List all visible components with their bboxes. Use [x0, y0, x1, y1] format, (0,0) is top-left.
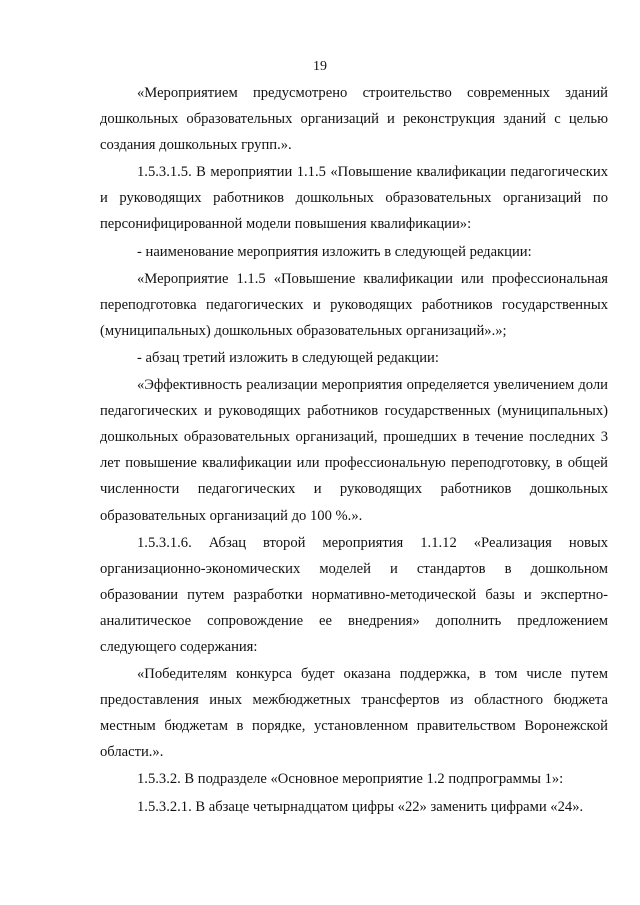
document-body	[100, 80, 608, 820]
paragraph-9: 1.5.3.2. В подразделе «Основное мероприятие 1.2 подпрограммы 1»:	[137, 771, 564, 788]
paragraph-4: «Мероприятие 1.1.5 «Повышение квалификации или профессиональная переподготовка педагогических и руководящих работников государственных (муниципальных) дошкольных образовательных организаций».»;	[100, 270, 608, 339]
paragraph-2: 1.5.3.1.5. В мероприятии 1.1.5 «Повышение квалификации педагогических и руководящих работников дошкольных образовательных организаций по персонифицированной модели повышения квалификации»:	[100, 164, 608, 233]
paragraph-6: «Эффективность реализации мероприятия определяется увеличением доли педагогических и руководящих работников государственных (муниципальных) дошкольных образовательных организаций, прошедших в течение последних 3 лет повышение квалификации или профессиональную переподготовку, в общей численности педагогических и руководящих работников дошкольных образовательных организаций до 100 %.».	[100, 377, 608, 524]
paragraph-7: 1.5.3.1.6. Абзац второй мероприятия 1.1.12 «Реализация новых организационно-экономических моделей и стандартов в дошкольном образовании путем разработки нормативно-методической базы и экспертно-аналитическое сопровождение ее внедрения» дополнить предложением следующего содержания:	[100, 534, 608, 655]
paragraph-8: «Победителям конкурса будет оказана поддержка, в том числе путем предоставления иных межбюджетных трансфертов из областного бюджета местным бюджетам в порядке, установленном правительством Воронежской области.».	[100, 666, 608, 761]
paragraph-5: - абзац третий изложить в следующей редакции:	[137, 349, 439, 366]
paragraph-10: 1.5.3.2.1. В абзаце четырнадцатом цифры «22» заменить цифрами «24».	[137, 798, 584, 815]
paragraph-3: - наименование мероприятия изложить в следующей редакции:	[137, 243, 532, 260]
paragraph-1: «Мероприятием предусмотрено строительство современных зданий дошкольных образовательных организаций и реконструкция зданий с целью создания дошкольных групп.».	[100, 85, 608, 154]
page-number: 19	[313, 59, 327, 74]
